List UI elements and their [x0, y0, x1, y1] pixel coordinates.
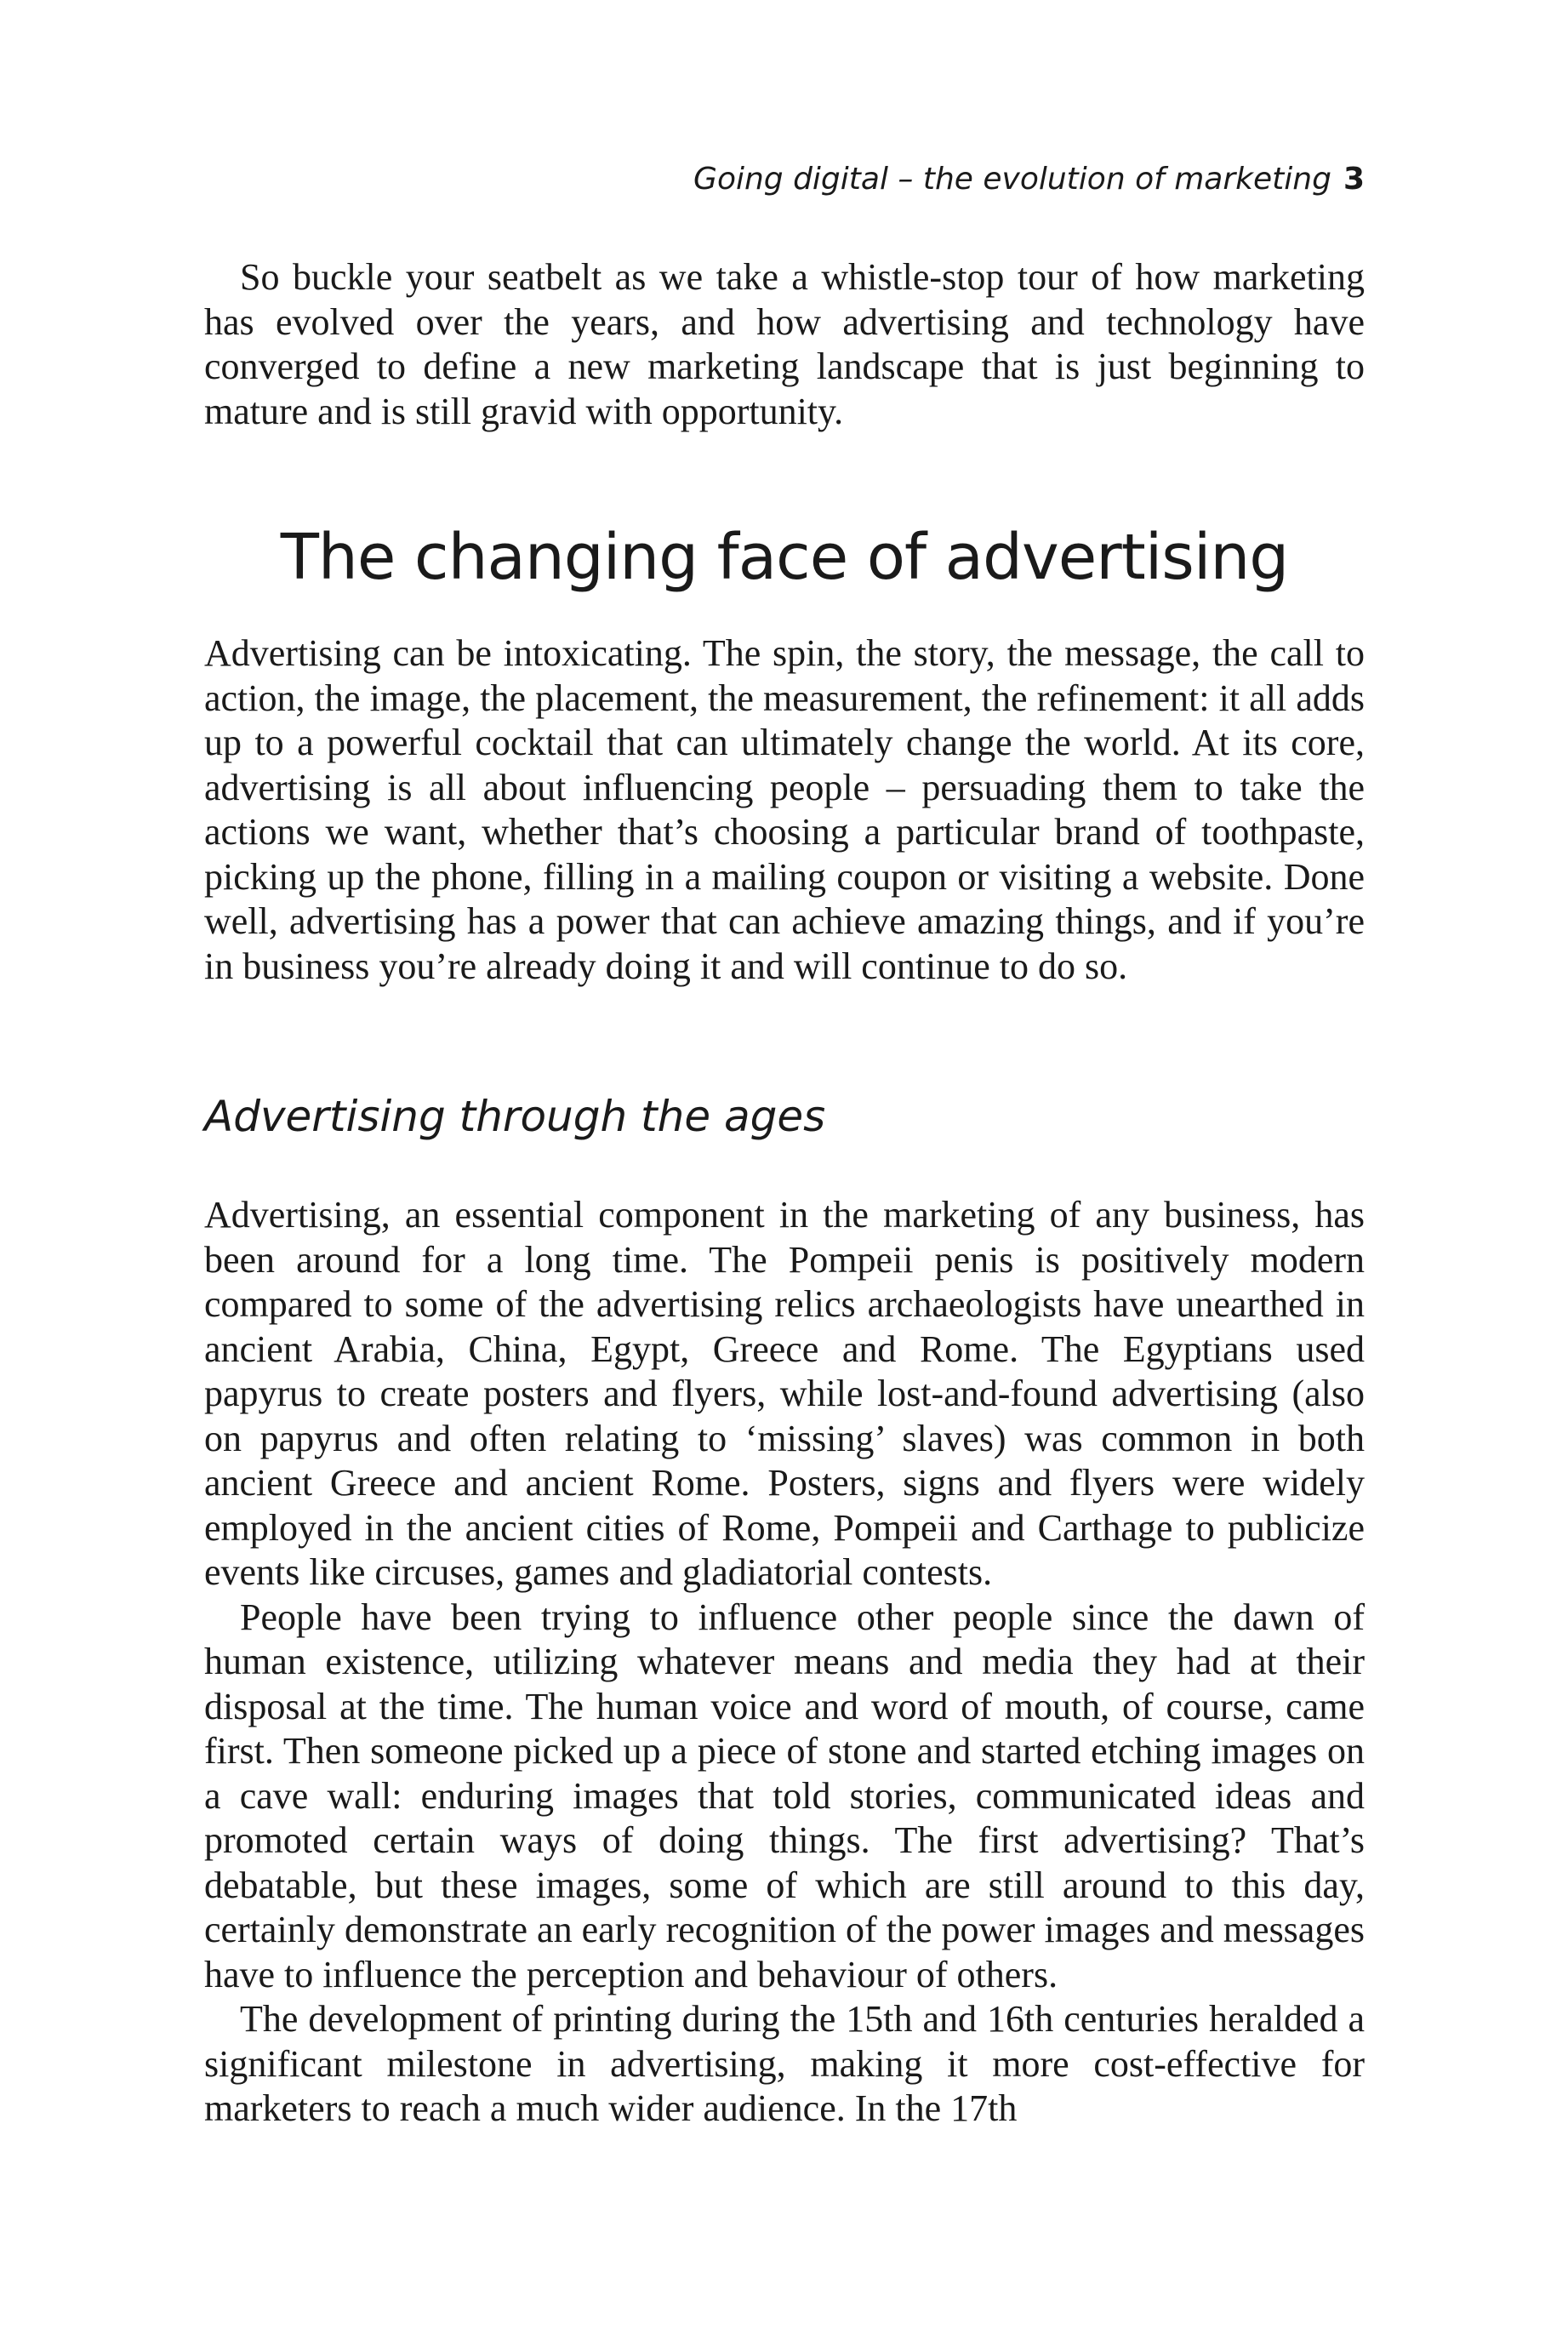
subsection-body [204, 1193, 1365, 2132]
page-number: 3 [1343, 162, 1365, 197]
running-title: Going digital – the evolution of marketing [693, 162, 1331, 197]
subsection-paragraph-2: People have been trying to influence other people since the dawn of human existence, utilizing whatever means and media they had at their disposal at the time. The human voice and word of mouth, of course, came first. Then someone picked up a piece of stone and started etching images on a cave wall: enduring images that told stories, communicated ideas and promoted certain ways of doing things. The first advertising? That’s debatable, but these images, some of which are still around to this day, certainly demonstrate an early recognition of the power images and messages have to influence the perception and behaviour of others. [204, 1596, 1365, 1995]
subsection-paragraph-3: The development of printing during the 15th and 16th centuries heralded a significant milestone in advertising, making it more cost-effective for marketers to reach a much wider audience. In the 17th [204, 1998, 1365, 2129]
running-header [693, 162, 1365, 197]
subsection-heading: Advertising through the ages [204, 1092, 826, 1141]
section-body [204, 631, 1365, 989]
intro-paragraph: So buckle your seatbelt as we take a whistle-stop tour of how marketing has evolved over the years, and how advertising and technology have converged to define a new marketing landscape that is just beginning to mature and is still gravid with opportunity. [204, 256, 1365, 432]
section-paragraph: Advertising can be intoxicating. The spin, the story, the message, the call to action, the image, the placement, the measurement, the refinement: it all adds up to a powerful cocktail that can ultimately change the world. At its core, advertising is all about influencing people – persuading them to take the actions we want, whether that’s choosing a particular brand of toothpaste, picking up the phone, filling in a mailing coupon or visiting a website. Done well, advertising has a power that can achieve amazing things, and if you’re in business you’re already doing it and will continue to do so. [204, 632, 1365, 987]
section-heading: The changing face of advertising [280, 521, 1289, 594]
intro-block [204, 255, 1365, 434]
subsection-paragraph-1: Advertising, an essential component in the marketing of any business, has been around for a long time. The Pompeii penis is positively modern compared to some of the advertising relics archaeologists have unearthed in ancient Arabia, China, Egypt, Greece and Rome. The Egyptians used papyrus to create posters and flyers, while lost-and-found advertising (also on papyrus and often relating to ‘missing’ slaves) was common in both ancient Greece and ancient Rome. Posters, signs and flyers were widely employed in the ancient cities of Rome, Pompeii and Carthage to publicize events like circuses, games and gladiatorial contests. [204, 1194, 1365, 1593]
